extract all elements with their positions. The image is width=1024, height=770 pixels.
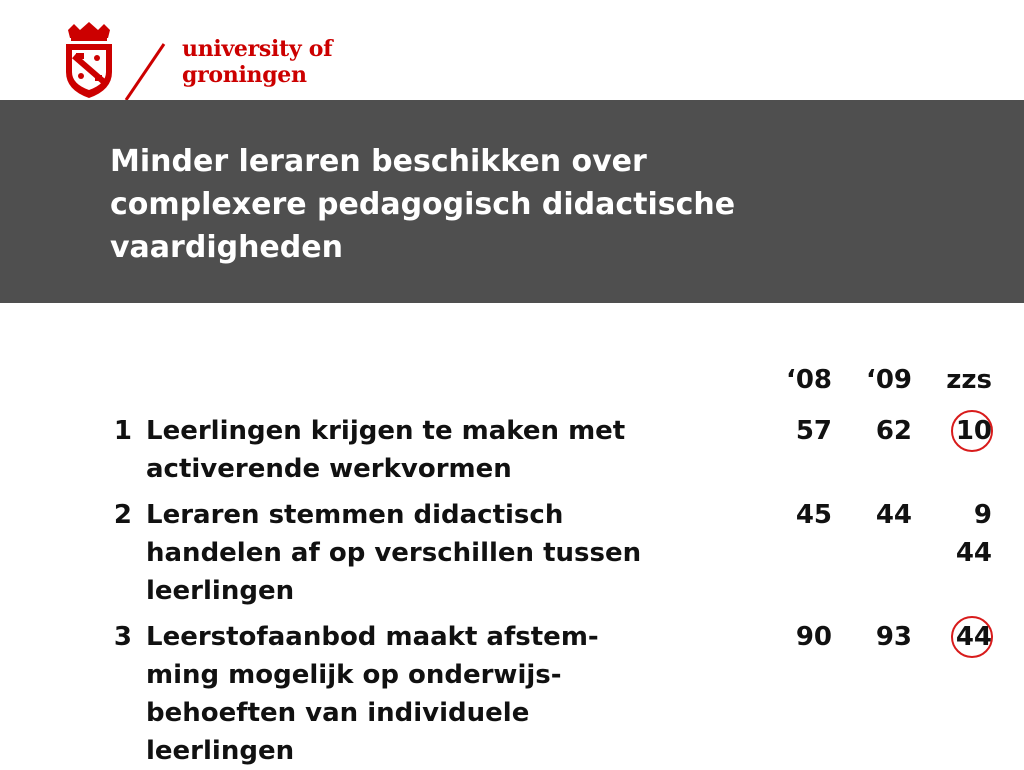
row-number: 2 bbox=[113, 500, 132, 530]
slide-title-line-2: complexere pedagogisch didactische bbox=[110, 187, 736, 222]
value-09: 62 bbox=[875, 416, 912, 446]
slide-title-line-3: vaardigheden bbox=[110, 230, 343, 265]
row-description-line: activerende werkvormen bbox=[146, 454, 512, 484]
value-zzs-line: 44 bbox=[955, 538, 992, 568]
value-zzs bbox=[922, 496, 992, 572]
logo-line-2: groningen bbox=[182, 62, 307, 88]
row-description-line: Leerstofaanbod maakt afstem- bbox=[146, 622, 599, 652]
value-09: 93 bbox=[875, 622, 912, 652]
row-number: 3 bbox=[113, 622, 132, 652]
value-zzs-line: 10 bbox=[955, 416, 992, 446]
value-09: 44 bbox=[875, 500, 912, 530]
value-zzs-line: 9 bbox=[973, 500, 992, 530]
highlight-circle bbox=[951, 616, 993, 658]
slide-title-line-1: Minder leraren beschikken over bbox=[110, 144, 647, 179]
row-description bbox=[146, 618, 761, 770]
row-description-line: Leerlingen krijgen te maken met bbox=[146, 416, 626, 446]
value-zzs-line: 44 bbox=[955, 622, 992, 652]
row-number: 1 bbox=[113, 416, 132, 446]
row-description-line: behoeften van individuele bbox=[146, 698, 530, 728]
row-description-line: handelen af op verschillen tussen bbox=[146, 538, 642, 568]
value-08: 90 bbox=[795, 622, 832, 652]
row-description-line: Leraren stemmen didactisch bbox=[146, 500, 564, 530]
highlight-circle bbox=[951, 410, 993, 452]
logo-line-1: university of bbox=[182, 36, 333, 62]
row-description bbox=[146, 412, 761, 488]
row-description-line: leerlingen bbox=[146, 576, 295, 606]
value-08: 57 bbox=[795, 416, 832, 446]
value-08: 45 bbox=[795, 500, 832, 530]
row-description-line: ming mogelijk op onderwijs- bbox=[146, 660, 562, 690]
column-header-zzs: zzs bbox=[946, 365, 992, 395]
column-header-09: ‘09 bbox=[865, 365, 912, 395]
row-description-line: leerlingen bbox=[146, 736, 295, 766]
row-description bbox=[146, 496, 761, 610]
column-header-08: ‘08 bbox=[785, 365, 832, 395]
